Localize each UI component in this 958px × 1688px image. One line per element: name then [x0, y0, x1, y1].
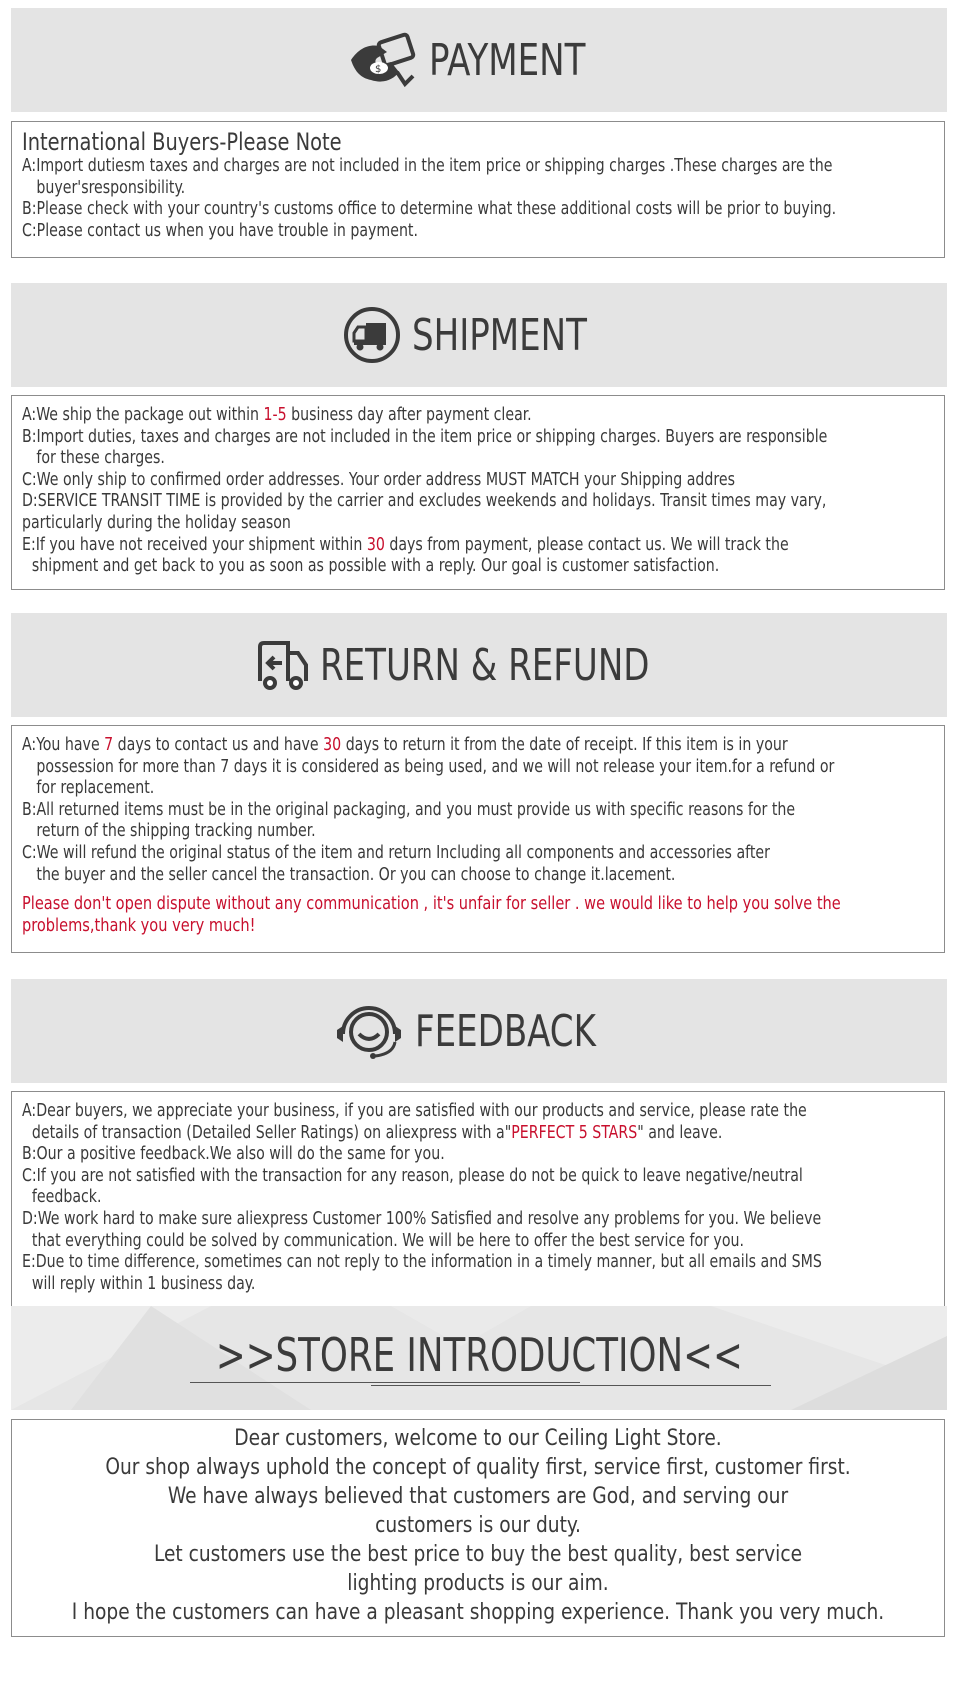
shipment-line-c: C:We only ship to confirmed order addresses. Your order address MUST MATCH your Shipping addres	[22, 469, 735, 490]
refund-banner	[11, 613, 947, 717]
shipment-line-b: B:Import duties, taxes and charges are not included in the item price or shipping charges. Buyers are responsible	[22, 426, 828, 447]
refund-warning-line1: Please don't open dispute without any communication , it's unfair for seller . we would like to help you solve the	[22, 893, 841, 915]
shipment-days-red: 1-5	[263, 405, 287, 425]
shipment-line-d2: particularly during the holiday season	[22, 512, 291, 533]
shipment-line-e: E:If you have not received your shipment within 30 days from payment, please contact us. We will track the	[22, 534, 789, 555]
shipment-line-d: D:SERVICE TRANSIT TIME is provided by the carrier and excludes weekends and holidays. Transit times may vary,	[22, 491, 827, 512]
refund-line-a2: possession for more than 7 days it is considered as being used, and we will not release your item.for a refund or	[36, 756, 835, 777]
feedback-line-d: D:We work hard to make sure aliexpress Customer 100% Satisfied and resolve any problems for you. We believe	[22, 1208, 822, 1229]
feedback-line-e2: will reply within 1 business day.	[31, 1273, 256, 1294]
headset-smile-icon	[333, 1000, 405, 1062]
store-line-2: Our shop always uphold the concept of quality first, service first, customer first.	[105, 1454, 851, 1480]
store-box	[11, 1419, 945, 1637]
payment-hand-dollar-icon	[347, 32, 419, 88]
feedback-line-e: E:Due to time difference, sometimes can not reply to the information in a timely manner, but all emails and SMS	[22, 1252, 822, 1273]
store-line-1: Dear customers, welcome to our Ceiling Light Store.	[234, 1425, 722, 1451]
feedback-title: FEEDBACK	[414, 1005, 596, 1057]
payment-title: PAYMENT	[429, 34, 586, 86]
store-underline-left	[190, 1382, 580, 1383]
store-line-7: I hope the customers can have a pleasant shopping experience. Thank you very much.	[71, 1599, 885, 1625]
store-underline-right	[371, 1385, 771, 1386]
store-banner	[11, 1306, 947, 1410]
refund-line-c: C:We will refund the original status of the item and return Including all components and accessories after	[22, 842, 770, 863]
payment-line-a: A:Import dutiesm taxes and charges are not included in the item price or shipping charges .These charges are the	[22, 156, 833, 176]
payment-note-title: International Buyers-Please Note	[22, 128, 342, 156]
feedback-line-d2: that everything could be solved by communication. We will be here to offer the best service for you.	[31, 1230, 744, 1251]
store-line-3: We have always believed that customers are God, and serving our	[167, 1483, 789, 1509]
feedback-line-c2: feedback.	[31, 1187, 102, 1208]
truck-icon	[342, 305, 402, 365]
refund-title: RETURN & REFUND	[320, 639, 650, 691]
payment-line-b: B:Please check with your country's customs office to determine what these additional costs will be prior to buying.	[22, 199, 837, 220]
return-truck-icon	[254, 637, 310, 693]
refund-line-c2: the buyer and the seller cancel the transaction. Or you can choose to change it.lacement.	[36, 864, 676, 885]
shipment-30-red: 30	[366, 534, 385, 555]
feedback-line-b: B:Our a positive feedback.We also will do the same for you.	[22, 1144, 445, 1165]
store-line-5: Let customers use the best price to buy the best quality, best service	[153, 1541, 803, 1567]
refund-line-a: A:You have 7 days to contact us and have 30 days to return it from the date of receipt. If this item is in your	[22, 735, 788, 755]
store-line-6: lighting products is our aim.	[347, 1570, 609, 1596]
feedback-5-stars-red: PERFECT 5 STARS	[511, 1122, 638, 1143]
feedback-line-c: C:If you are not satisfied with the transaction for any reason, please do not be quick to leave negative/neutral	[22, 1165, 803, 1186]
refund-30-red: 30	[323, 735, 342, 755]
svg-text:$: $	[375, 64, 382, 75]
refund-line-b2: return of the shipping tracking number.	[36, 821, 316, 842]
refund-7-red: 7	[104, 735, 114, 755]
feedback-box	[11, 1091, 945, 1309]
shipment-line-e2: shipment and get back to you as soon as possible with a reply. Our goal is customer satisfaction.	[31, 556, 720, 577]
shipment-banner	[11, 283, 947, 387]
shipment-line-b2: for these charges.	[36, 448, 165, 469]
store-line-4: customers is our duty.	[375, 1512, 581, 1538]
refund-line-b: B:All returned items must be in the original packaging, and you must provide us with specific reasons for the	[22, 799, 796, 820]
payment-box	[11, 121, 945, 258]
payment-banner	[11, 8, 947, 112]
shipment-title: SHIPMENT	[412, 309, 588, 361]
payment-line-c: C:Please contact us when you have trouble in payment.	[22, 220, 418, 241]
feedback-banner	[11, 979, 947, 1083]
refund-box	[11, 725, 945, 953]
refund-line-a3: for replacement.	[36, 778, 155, 799]
refund-warning-line2: problems,thank you very much!	[22, 915, 256, 937]
shipment-line-a: A:We ship the package out within 1-5 business day after payment clear.	[22, 405, 532, 425]
store-title: >>STORE INTRODUCTION<<	[215, 1328, 743, 1382]
shipment-box	[11, 395, 945, 590]
payment-line-a2: buyer'sresponsibility.	[36, 177, 186, 198]
feedback-line-a2: details of transaction (Detailed Seller Ratings) on aliexpress with a"PERFECT 5 STARS" and leave.	[31, 1122, 723, 1143]
feedback-line-a: A:Dear buyers, we appreciate your business, if you are satisfied with our products and service, please rate the	[22, 1101, 807, 1121]
